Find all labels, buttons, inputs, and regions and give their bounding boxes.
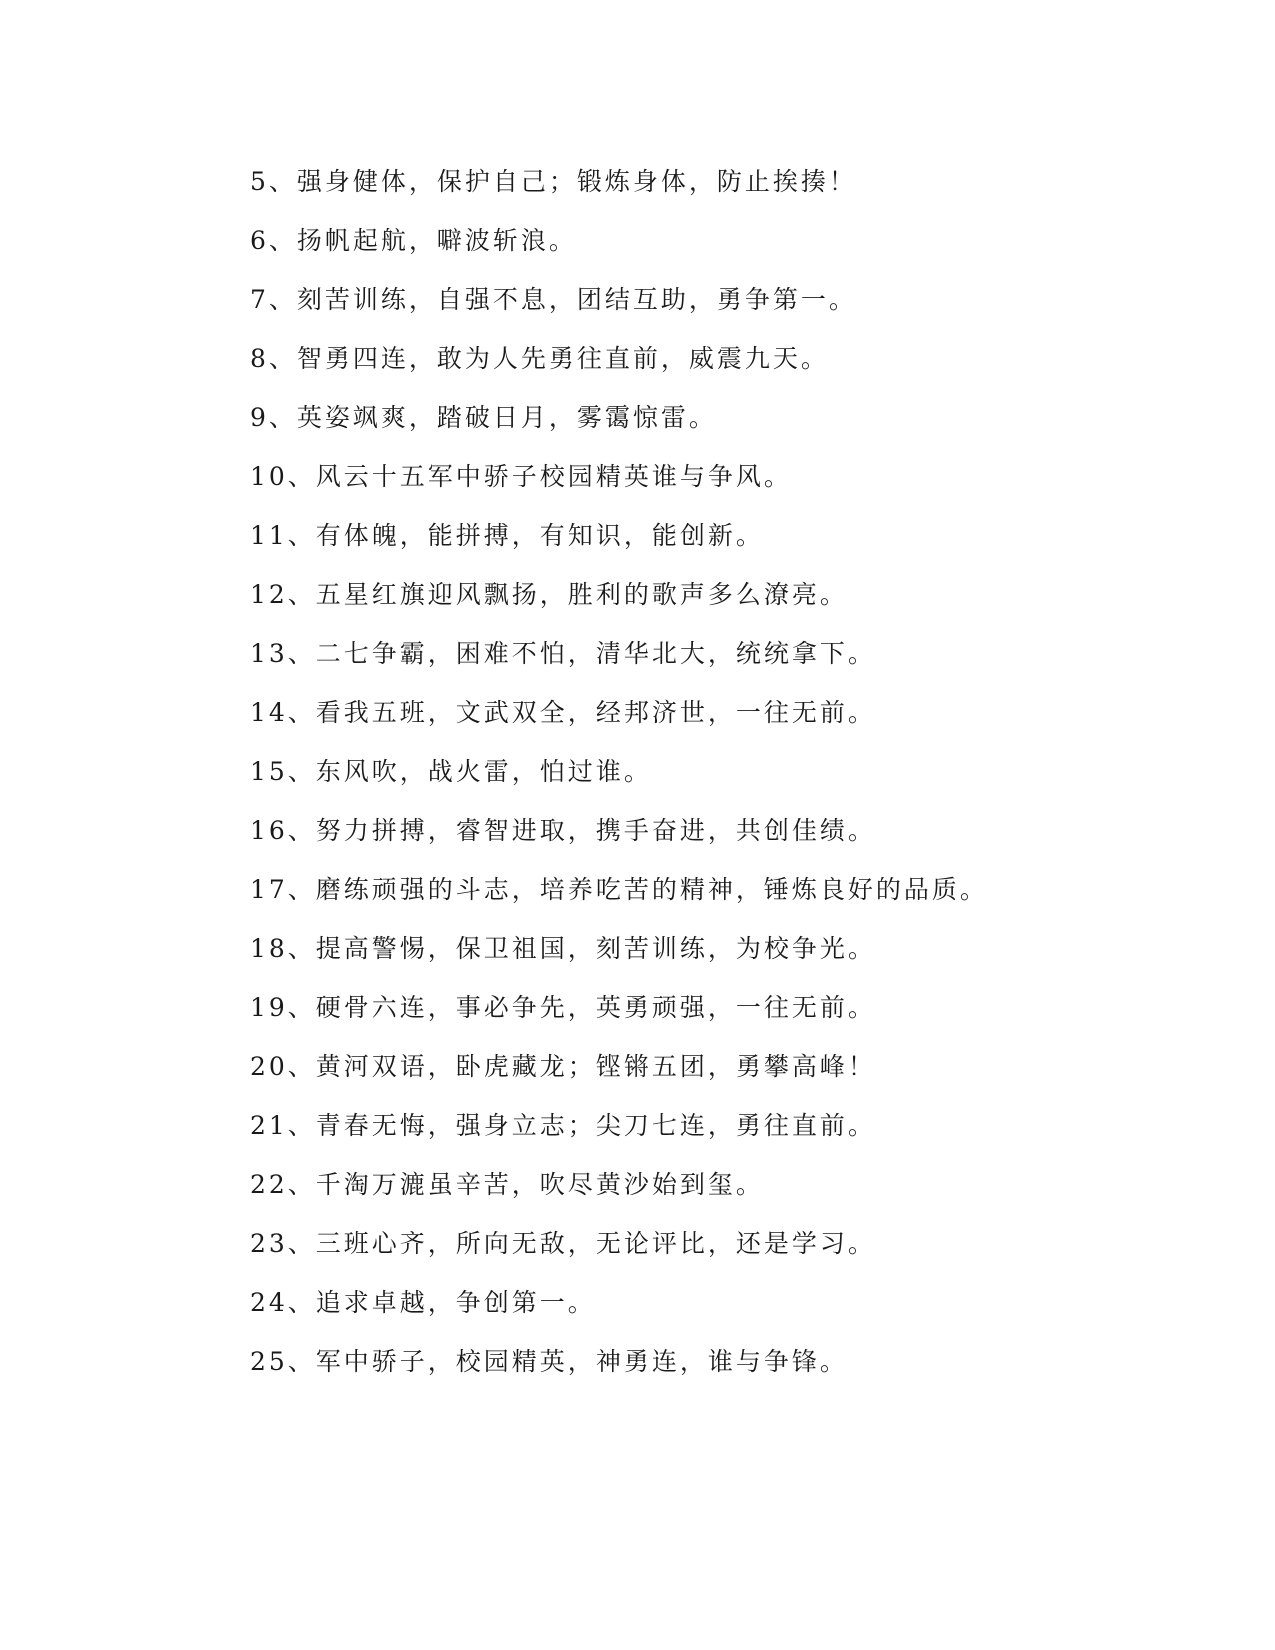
slogan-item: 10、风云十五军中骄子校园精英谁与争风。 bbox=[250, 462, 792, 491]
slogan-item: 13、二七争霸，困难不怕，清华北大，统统拿下。 bbox=[250, 639, 876, 668]
slogan-item: 21、青春无悔，强身立志；尖刀七连，勇往直前。 bbox=[250, 1111, 876, 1140]
slogan-item: 8、智勇四连，敢为人先勇往直前，威震九天。 bbox=[250, 344, 829, 373]
slogan-item: 14、看我五班，文武双全，经邦济世，一往无前。 bbox=[250, 698, 876, 727]
slogan-item: 9、英姿飒爽，踏破日月，雾霭惊雷。 bbox=[250, 403, 717, 432]
slogan-item: 18、提高警惕，保卫祖国，刻苦训练，为校争光。 bbox=[250, 934, 876, 963]
slogan-item: 17、磨练顽强的斗志，培养吃苦的精神，锤炼良好的品质。 bbox=[250, 875, 988, 904]
slogan-item: 6、扬帆起航，噼波斩浪。 bbox=[250, 226, 577, 255]
slogan-item: 7、刻苦训练，自强不息，团结互助，勇争第一。 bbox=[250, 285, 857, 314]
slogan-item: 23、三班心齐，所向无敌，无论评比，还是学习。 bbox=[250, 1229, 876, 1258]
slogan-item: 15、东风吹，战火雷，怕过谁。 bbox=[250, 757, 652, 786]
slogan-item: 24、追求卓越，争创第一。 bbox=[250, 1288, 596, 1317]
slogan-item: 5、强身健体，保护自己；锻炼身体，防止挨揍！ bbox=[250, 167, 857, 196]
slogan-item: 11、有体魄，能拼搏，有知识，能创新。 bbox=[250, 521, 764, 550]
slogan-item: 20、黄河双语，卧虎藏龙；铿锵五团，勇攀高峰！ bbox=[250, 1052, 876, 1081]
slogan-item: 22、千淘万漉虽辛苦，吹尽黄沙始到玺。 bbox=[250, 1170, 764, 1199]
slogan-item: 12、五星红旗迎风飘扬，胜利的歌声多么潦亮。 bbox=[250, 580, 848, 609]
slogan-item: 25、军中骄子，校园精英，神勇连，谁与争锋。 bbox=[250, 1347, 848, 1376]
slogan-item: 19、硬骨六连，事必争先，英勇顽强，一往无前。 bbox=[250, 993, 876, 1022]
slogan-item: 16、努力拼搏，睿智进取，携手奋进，共创佳绩。 bbox=[250, 816, 876, 845]
slogan-list bbox=[250, 160, 1050, 1399]
